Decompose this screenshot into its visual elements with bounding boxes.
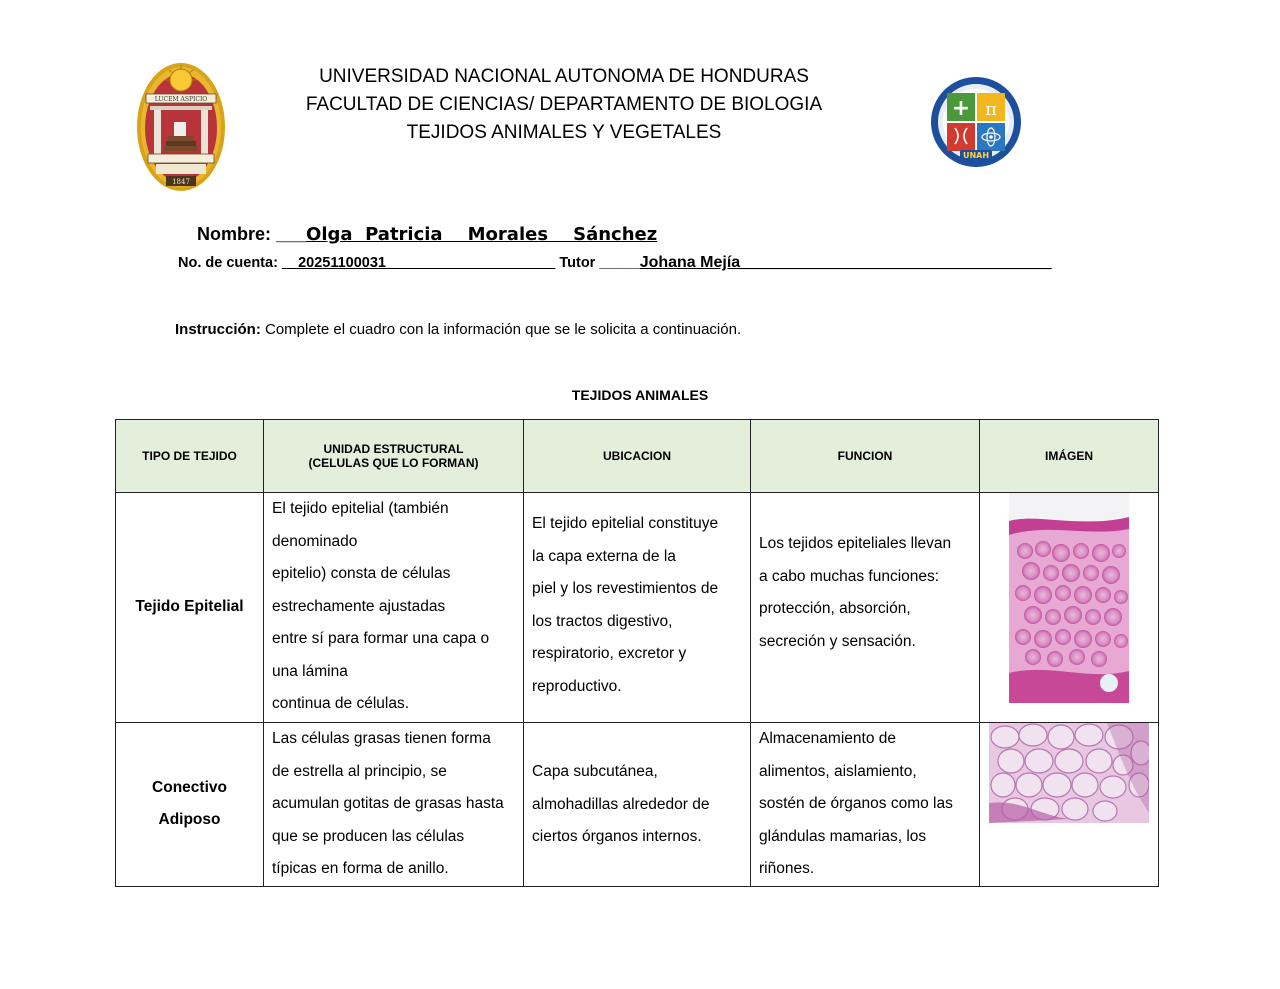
epithelial-histology-image (1009, 493, 1129, 703)
unah-seal-logo (136, 62, 226, 192)
header-tipo: TIPO DE TEJIDO (116, 420, 264, 493)
text-line: protección, absorción, (759, 600, 911, 617)
text-line: epitelio) consta de células (272, 565, 451, 582)
text-line: glándulas mamarias, los (759, 827, 927, 845)
text-line: ciertos órganos internos. (532, 828, 702, 845)
text-line: riñones. (759, 860, 815, 877)
header-ubicacion: UBICACION (524, 420, 751, 493)
header-imagen: IMÁGEN (980, 420, 1159, 493)
row2-ubicacion (524, 723, 751, 887)
text-line: Los tejidos epiteliales llevan (759, 535, 952, 552)
text-line: secreción y sensación. (759, 632, 916, 650)
student-name-line (197, 224, 657, 245)
adipose-histology-image (989, 723, 1149, 823)
logo-banner: UNAH (962, 151, 990, 160)
account-value: __20251100031_____________________ (281, 255, 556, 271)
svg-text:LUCEM ASPICIO: LUCEM ASPICIO (154, 96, 208, 103)
header-unidad-line2: (CELULAS QUE LO FORMAN) (308, 456, 479, 470)
row2-tipo-line1: Conectivo (152, 778, 227, 796)
text-line: almohadillas alrededor de (532, 795, 710, 813)
row1-tipo: Tejido Epitelial (116, 493, 264, 723)
instruction-text: Complete el cuadro con la información que se le solicita a continuación. (260, 321, 742, 338)
tissues-table (115, 419, 1159, 887)
tutor-value: Johana Mejía___________________________________ (639, 254, 1052, 271)
header-unidad (264, 420, 524, 493)
svg-text:+: + (951, 96, 971, 121)
row2-tipo-line2: Adiposo (158, 811, 221, 829)
header-course: TEJIDOS ANIMALES Y VEGETALES (406, 122, 722, 143)
header-unidad-line1: UNIDAD ESTRUCTURAL (323, 442, 464, 456)
account-label: No. de cuenta: (178, 255, 282, 271)
text-line: Almacenamiento de (759, 730, 896, 747)
instruction-line (175, 321, 741, 338)
row2-funcion (751, 723, 980, 887)
svg-text:π: π (985, 99, 997, 120)
row2-unidad (264, 723, 524, 887)
row1-ubicacion (524, 493, 751, 723)
text-line: típicas en forma de anillo. (272, 860, 449, 877)
text-line: Las células grasas tienen forma (272, 730, 491, 747)
text-line: a cabo muchas funciones: (759, 567, 940, 585)
table-row (116, 723, 1159, 887)
text-line: alimentos, aislamiento, (759, 762, 917, 780)
instruction-label: Instrucción: (175, 321, 261, 338)
text-line: sostén de órganos como las (759, 795, 953, 812)
seal-year: 1847 (172, 178, 190, 186)
text-line: entre sí para formar una capa o (272, 630, 490, 647)
table-row (116, 493, 1159, 723)
row1-unidad (264, 493, 524, 723)
tutor-label: Tutor _____ (555, 255, 640, 271)
header-university: UNIVERSIDAD NACIONAL AUTONOMA DE HONDURAS (319, 66, 809, 87)
text-line: El tejido epitelial (también (272, 500, 449, 517)
university-header (250, 63, 878, 147)
section-title: TEJIDOS ANIMALES (571, 387, 709, 403)
text-line: acumulan gotitas de grasas hasta (272, 795, 504, 812)
account-line (178, 254, 1052, 272)
header-faculty: FACULTAD DE CIENCIAS/ DEPARTAMENTO DE BIOLOGIA (305, 94, 823, 115)
row1-funcion (751, 493, 980, 723)
faculty-sciences-logo (928, 76, 1024, 168)
text-line: una lámina (272, 662, 348, 680)
text-line: reproductivo. (532, 677, 622, 695)
row2-imagen (980, 723, 1159, 887)
student-name-value: Olga Patricia Morales Sánchez (306, 224, 658, 245)
text-line: Capa subcutánea, (532, 763, 658, 780)
table-header-row (116, 420, 1159, 493)
text-line: la capa externa de la (532, 547, 676, 565)
text-line: estrechamente ajustadas (272, 597, 446, 615)
header-funcion: FUNCION (751, 420, 980, 493)
row2-tipo (116, 723, 264, 887)
text-line: piel y los revestimientos de (532, 580, 719, 597)
text-line: que se producen las células (272, 827, 465, 845)
text-line: continua de células. (272, 695, 410, 712)
text-line: de estrella al principio, se (272, 762, 447, 780)
text-line: denominado (272, 532, 358, 550)
text-line: los tractos digestivo, (532, 612, 673, 630)
text-line: El tejido epitelial constituye (532, 515, 719, 532)
row1-imagen (980, 493, 1159, 723)
name-label: Nombre: ___ (197, 224, 307, 244)
text-line: respiratorio, excretor y (532, 645, 687, 662)
